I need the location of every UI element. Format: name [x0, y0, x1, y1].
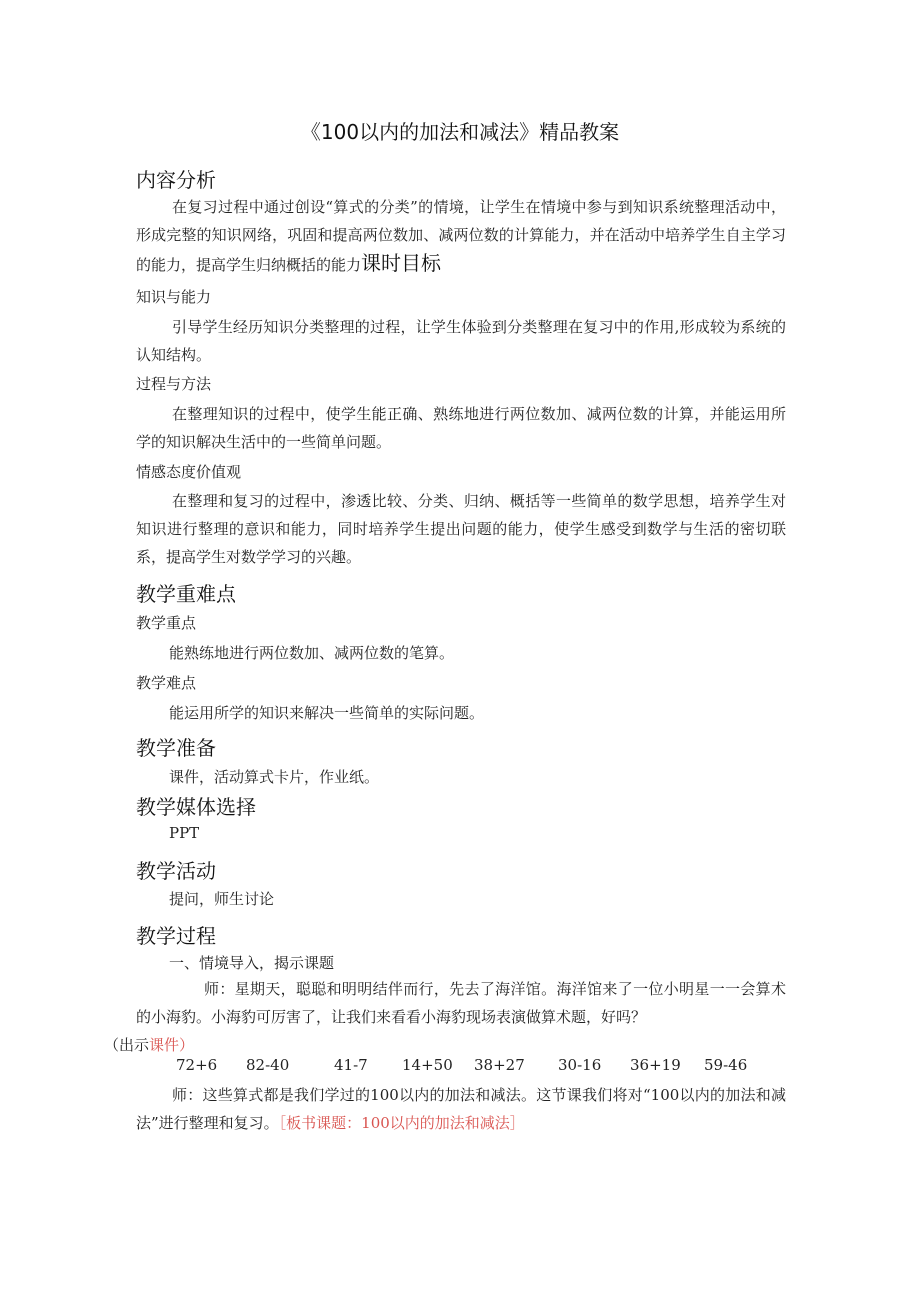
teacher-intro-text: 师：星期天，聪聪和明明结伴而行，先去了海洋馆。海洋馆来了一位小明星一一会算术的小海豹。小海豹可厉害了，让我们来看看小海豹现场表演做算术题，好吗？ — [136, 980, 786, 1026]
formula-item: 36+19 — [630, 1056, 681, 1074]
activity-text: 提问，师生讨论 — [169, 890, 275, 908]
process-method-label: 过程与方法 — [136, 375, 212, 393]
document-title: 《100以内的加法和减法》精品教案 — [300, 120, 620, 144]
teacher-intro-paragraph — [104, 975, 786, 1059]
process-heading: 教学过程 — [136, 924, 216, 948]
media-heading: 教学媒体选择 — [136, 795, 256, 819]
media-text: PPT — [169, 824, 200, 842]
teaching-focus-label: 教学重点 — [136, 614, 197, 632]
teaching-difficulty-text: 能运用所学的知识来解决一些简单的实际问题。 — [169, 704, 485, 722]
emotion-values-label: 情感态度价值观 — [136, 463, 242, 481]
knowledge-ability-text: 引导学生经历知识分类整理的过程，让学生体验到分类整理在复习中的作用,形成较为系统的认知结构。 — [136, 318, 786, 364]
activity-heading: 教学活动 — [136, 859, 216, 883]
preparation-text: 课件，活动算式卡片，作业纸。 — [169, 768, 380, 786]
key-points-heading: 教学重难点 — [136, 582, 236, 606]
formula-item: 72+6 — [176, 1056, 218, 1074]
board-note: ［板书课题：100以内的加法和减法］ — [278, 1114, 525, 1132]
formula-row — [176, 1056, 747, 1074]
formula-item: 14+50 — [402, 1056, 453, 1074]
step-one-title: 一、情境导入，揭示课题 — [169, 954, 335, 972]
emotion-values-text: 在整理和复习的过程中，渗透比较、分类、归纳、概括等一些简单的数学思想，培养学生对知识进行整理的意识和能力，同时培养学生提出问题的能力，使学生感受到数学与生活的密切联系，提高学生对数学学习的兴趣。 — [136, 492, 786, 566]
formula-item: 38+27 — [474, 1056, 525, 1074]
formula-item: 30-16 — [558, 1056, 602, 1074]
formula-item: 41-7 — [334, 1056, 368, 1074]
content-analysis-heading: 内容分析 — [136, 168, 216, 192]
formula-item: 82-40 — [246, 1056, 290, 1074]
content-analysis-text: 在复习过程中通过创设“算式的分类”的情境，让学生在情境中参与到知识系统整理活动中，形成完整的知识网络，巩固和提高两位数加、减两位数的计算能力，并在活动中培养学生自主学习的能力，提高学生归纳概括的能力 — [136, 198, 786, 274]
teacher-review-text: 师：这些算式都是我们学过的100以内的加法和减法。这节课我们将对“100以内的加法和减法”进行整理和复习。 — [136, 1086, 786, 1132]
content-analysis-paragraph — [136, 193, 786, 279]
courseware-link: 课件） — [149, 1036, 195, 1054]
formula-item: 59-46 — [704, 1056, 748, 1074]
show-prefix: （出示 — [104, 1036, 150, 1054]
preparation-heading: 教学准备 — [136, 736, 216, 760]
lesson-objectives-heading: 课时目标 — [361, 251, 442, 275]
knowledge-ability-label: 知识与能力 — [136, 288, 212, 306]
teaching-difficulty-label: 教学难点 — [136, 674, 197, 692]
teacher-review-paragraph — [136, 1081, 786, 1137]
process-method-text: 在整理知识的过程中，使学生能正确、熟练地进行两位数加、减两位数的计算，并能运用所学的知识解决生活中的一些简单问题。 — [136, 405, 786, 451]
teaching-focus-text: 能熟练地进行两位数加、减两位数的笔算。 — [169, 644, 455, 662]
